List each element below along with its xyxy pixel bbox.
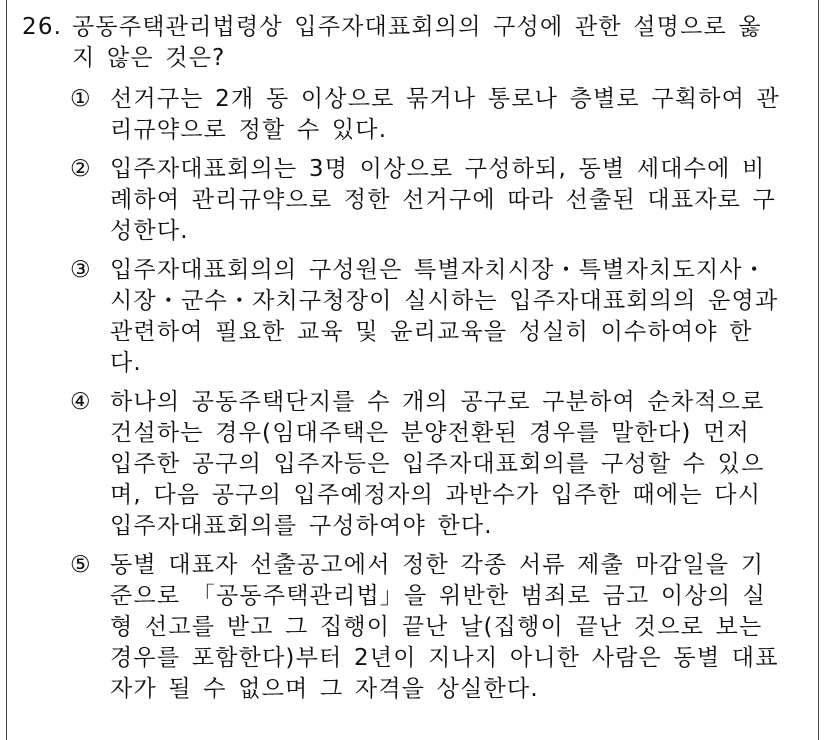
choice-text: 동별 대표자 선출공고에서 정한 각종 서류 제출 마감일을 기준으로 「공동주택관리법」을 위반한 범죄로 금고 이상의 실형 선고를 받고 그 집행이 끝난 날(집행이 끝난 것으로 보는 경우를 포함한다)부터 2년이 지나지 아니한 사람은 동별 대표자가 될 수 없으며 그 자격을 상실한다. [110, 552, 779, 702]
choice-list [70, 84, 782, 705]
question-number: 26. [22, 14, 63, 40]
choice-text: 하나의 공동주택단지를 수 개의 공구로 구분하여 순차적으로 건설하는 경우(임대주택은 분양전환된 경우를 말한다) 먼저 입주한 공구의 입주자등은 입주자대표회의를 구성할 수 있으며, 다음 공구의 입주예정자의 과반수가 입주한 때에는 다시 입주자대표회의를 구성하여야 한다. [110, 389, 765, 539]
choice-1[interactable] [70, 84, 782, 146]
choice-2[interactable] [70, 154, 782, 247]
question-header [22, 12, 782, 74]
choice-marker: ② [70, 156, 92, 182]
choice-text: 입주자대표회의의 구성원은 특별자치시장・특별자치도지사・시장・군수・자치구청장이 실시하는 입주자대표회의의 운영과 관련하여 필요한 교육 및 윤리교육을 성실히 이수하여야 한다. [110, 257, 779, 376]
choice-4[interactable] [70, 387, 782, 542]
question-text: 공동주택관리법령상 입주자대표회의의 구성에 관한 설명으로 옳지 않은 것은? [72, 14, 762, 71]
choice-marker: ④ [70, 389, 92, 415]
choice-5[interactable] [70, 550, 782, 705]
choice-marker: ① [70, 86, 92, 112]
choice-text: 입주자대표회의는 3명 이상으로 구성하되, 동별 세대수에 비례하여 관리규약으로 정한 선거구에 따라 선출된 대표자로 구성한다. [110, 156, 777, 244]
choice-marker: ⑤ [70, 552, 92, 578]
choice-marker: ③ [70, 257, 92, 283]
question-block [22, 12, 782, 713]
choice-3[interactable] [70, 255, 782, 379]
choice-text: 선거구는 2개 동 이상으로 묶거나 통로나 층별로 구획하여 관리규약으로 정할 수 있다. [110, 86, 780, 143]
